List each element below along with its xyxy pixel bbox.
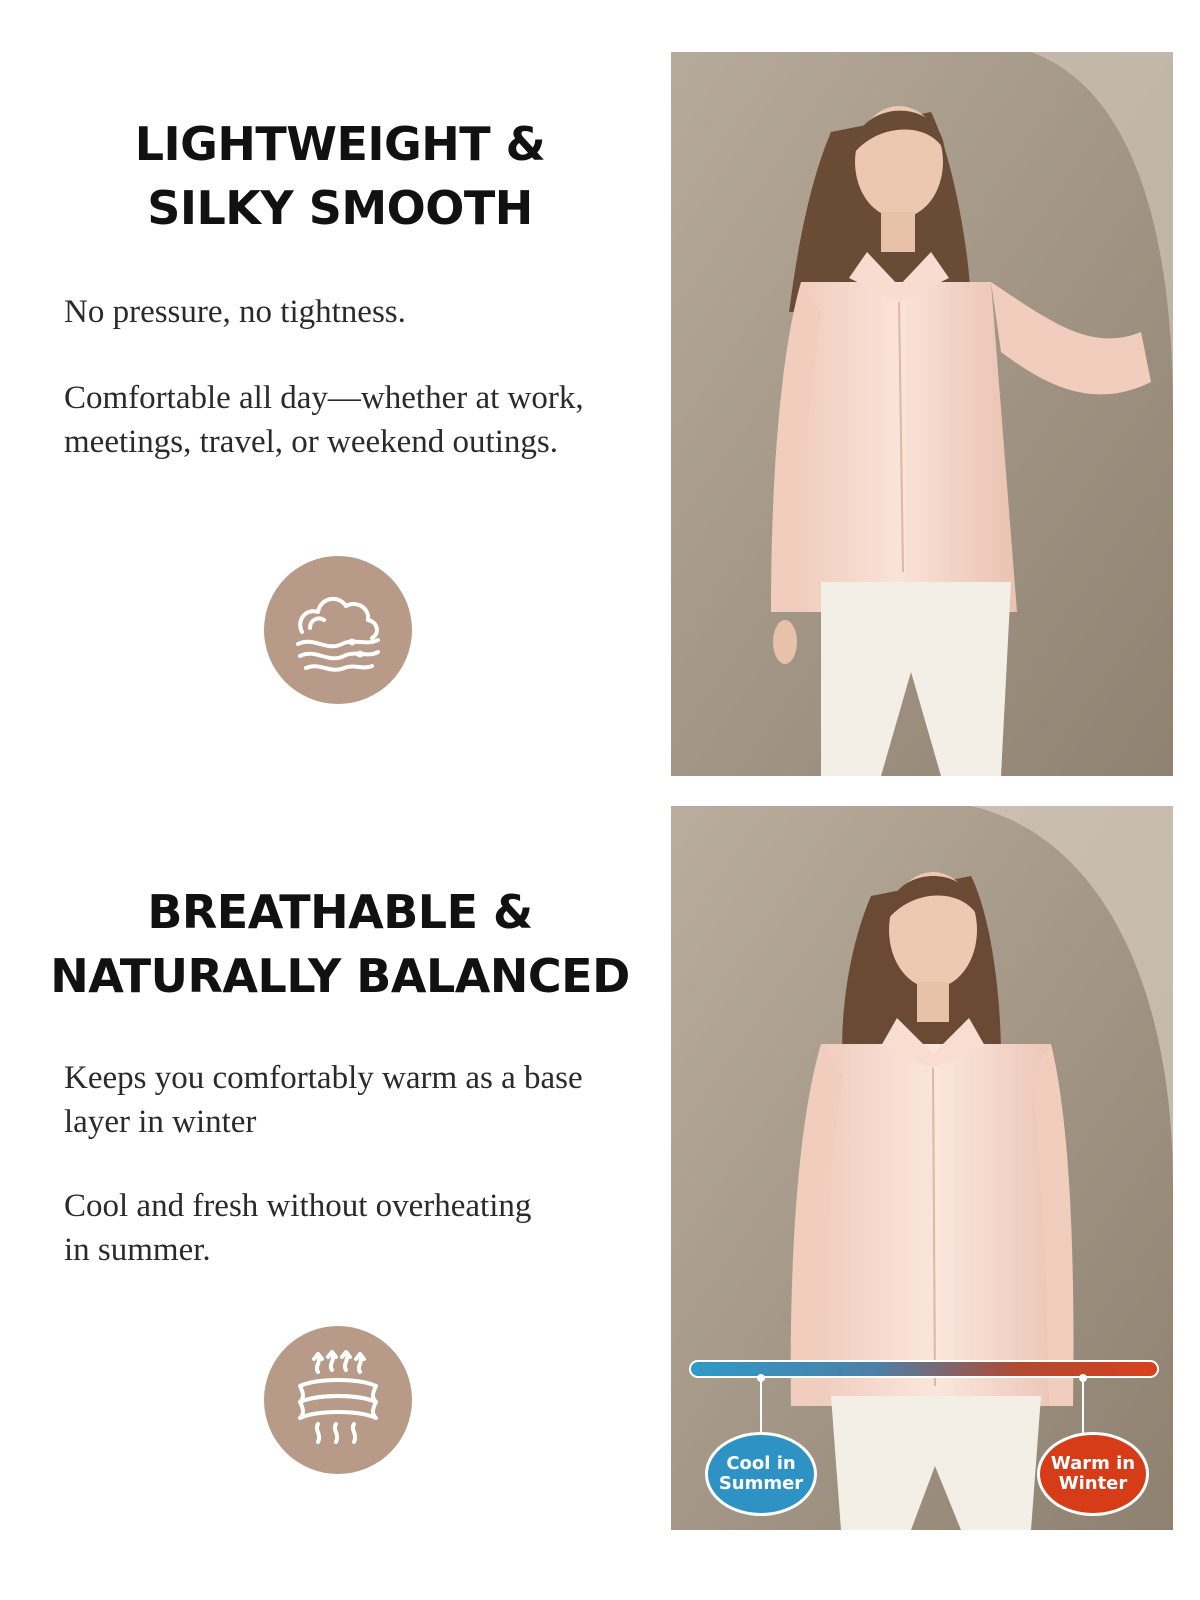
feature-text-no-pressure <box>64 290 664 334</box>
text-line: No pressure, no tightness. <box>64 294 406 330</box>
feature-breathable-section <box>0 800 1200 1600</box>
warm-in-winter-badge <box>1037 1432 1149 1516</box>
badge-line: Winter <box>1058 1473 1128 1494</box>
cool-in-summer-badge <box>705 1432 817 1516</box>
product-photo-front <box>671 52 1173 776</box>
heading-line: LIGHTWEIGHT & <box>134 117 546 171</box>
feature-heading-lightweight <box>40 112 640 240</box>
feature-text-cool-summer <box>64 1184 664 1272</box>
text-line: Comfortable all day—whether at work, <box>64 380 584 416</box>
feature-heading-breathable <box>40 880 640 1008</box>
heading-line: NATURALLY BALANCED <box>50 949 630 1003</box>
product-photo-temperature <box>671 806 1173 1530</box>
badge-line: Summer <box>718 1473 804 1494</box>
badge-line: Cool in <box>726 1453 796 1474</box>
heading-line: BREATHABLE & <box>147 885 533 939</box>
cool-marker-line <box>760 1378 762 1434</box>
cloud-silk-icon <box>264 556 412 704</box>
breathable-fabric-icon <box>264 1326 412 1474</box>
feature-text-comfortable <box>64 376 664 464</box>
text-line: meetings, travel, or weekend outings. <box>64 424 558 460</box>
text-line: in summer. <box>64 1232 211 1268</box>
text-line: Cool and fresh without overheating <box>64 1188 532 1224</box>
text-line: Keeps you comfortably warm as a base <box>64 1060 583 1096</box>
text-line: layer in winter <box>64 1104 257 1140</box>
warm-marker-line <box>1082 1378 1084 1434</box>
badge-line: Warm in <box>1050 1453 1136 1474</box>
feature-text-warm-winter <box>64 1056 664 1144</box>
heading-line: SILKY SMOOTH <box>147 181 533 235</box>
